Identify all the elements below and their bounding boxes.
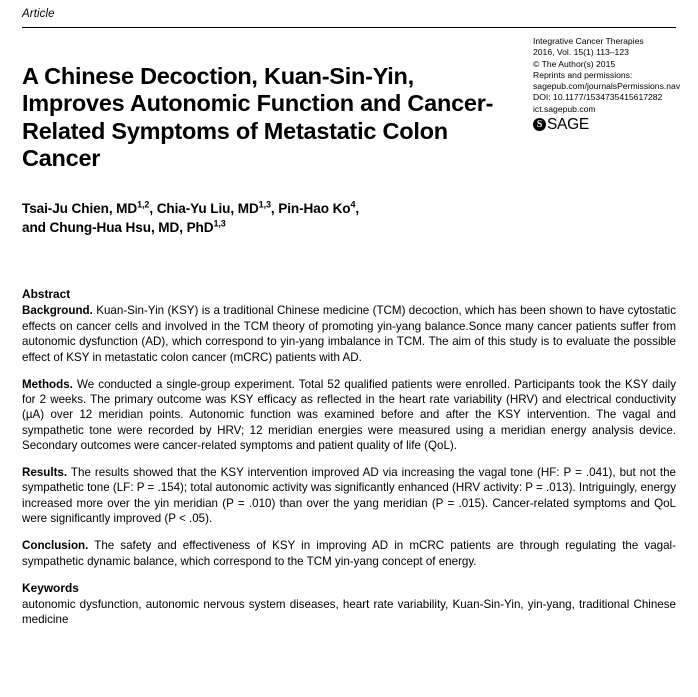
abstract-results-paragraph bbox=[22, 465, 676, 527]
abstract-heading: Abstract bbox=[22, 287, 71, 301]
keywords-text: autonomic dysfunction, autonomic nervous system diseases, heart rate variability, Kuan-Sin-Yin, yin-yang, traditional Chinese medicine bbox=[22, 597, 676, 627]
author-name-4: and Chung-Hua Hsu, MD, PhD bbox=[22, 219, 214, 235]
sage-wordmark: SAGE bbox=[547, 115, 589, 133]
conclusion-text: The safety and effectiveness of KSY in improving AD in mCRC patients are through regulating the vagal-sympathetic dynamic balance, which correspond to the TCM yin-yang concept of energy. bbox=[22, 539, 676, 568]
volume-issue-pages: 2016, Vol. 15(1) 113–123 bbox=[533, 47, 629, 58]
author-affiliation-2: 1,3 bbox=[258, 199, 271, 210]
methods-text: We conducted a single-group experiment. Total 52 qualified patients were enrolled. Participants took the KSY daily for 2 weeks. The primary outcome was KSY efficacy as reflected in the heart rate variability (HRV) and electrical conductivity (µA) over 12 meridian points. Autonomic function was examined before and after the KSY intervention. The vagal and sympathetic tone were recorded by HRV; 12 meridian energies were measured using a meridian energy analysis device. Secondary outcomes were cancer-related symptoms and patient quality of life (QoL). bbox=[22, 377, 676, 453]
abstract-methods-paragraph bbox=[22, 377, 676, 454]
article-title: A Chinese Decoction, Kuan-Sin-Yin, Improves Autonomic Function and Cancer-Related Symptoms of Metastatic Colon Cancer bbox=[22, 62, 494, 172]
header-divider-rule bbox=[22, 27, 676, 28]
author-name-1: Tsai-Ju Chien, MD bbox=[22, 201, 138, 216]
abstract-conclusion-paragraph bbox=[22, 538, 676, 569]
background-text: Kuan-Sin-Yin (KSY) is a traditional Chinese medicine (TCM) decoction, which has been shown to have cytostatic effects on cancer cells and involved in the TCM theory of promoting yin-yang balance.Sonce many cancer patients suffer from autonomic dysfunction (AD), which correspond to yin-yang imbalance in TCM. The aim of this study is to evaluate the possible effect of KSY in metastatic colon cancer (mCRC) patients with AD. bbox=[22, 304, 676, 364]
doi-line[interactable]: DOI: 10.1177/1534735415617282 bbox=[533, 92, 663, 103]
author-affiliation-3: 4 bbox=[350, 199, 356, 210]
abstract-background-paragraph bbox=[22, 303, 676, 365]
reprints-label: Reprints and permissions: bbox=[533, 69, 633, 80]
conclusion-label: Conclusion. bbox=[22, 539, 89, 553]
author-name-2: , Chia-Yu Liu, MD bbox=[149, 201, 259, 216]
abstract-section bbox=[22, 287, 676, 628]
keywords-heading: Keywords bbox=[22, 580, 79, 595]
author-list bbox=[22, 200, 582, 237]
results-text: The results showed that the KSY intervention improved AD via increasing the vagal tone (HF: P = .041), but not the sympathetic tone (LF: P = .154); total autonomic activity was significantly enhanced (HRV activity: P = .013). Intriguingly, energy increased more over the yin meridian (P = .010) than over the yang meridian (P = .015). Cancer-related symptoms and QoL were significantly improved (P < .05). bbox=[22, 466, 676, 526]
sage-circle-icon bbox=[533, 118, 546, 131]
copyright-line: © The Author(s) 2015 bbox=[533, 58, 616, 69]
author-separator: , bbox=[355, 201, 360, 216]
sage-mark-letter: S bbox=[536, 118, 543, 130]
reprints-permissions-link[interactable]: sagepub.com/journalsPermissions.nav bbox=[533, 81, 681, 92]
author-affiliation-4: 1,3 bbox=[213, 217, 226, 228]
background-label: Background. bbox=[22, 304, 93, 318]
author-name-3: , Pin-Hao Ko bbox=[270, 201, 351, 216]
running-head: Article bbox=[22, 8, 55, 20]
author-affiliation-1: 1,2 bbox=[137, 199, 150, 210]
journal-name: Integrative Cancer Therapies bbox=[533, 36, 644, 46]
journal-website-link[interactable]: ict.sagepub.com bbox=[533, 103, 596, 114]
sage-publisher-logo bbox=[533, 115, 693, 133]
journal-metadata-block bbox=[533, 36, 693, 131]
results-label: Results. bbox=[22, 466, 68, 480]
methods-label: Methods. bbox=[22, 377, 73, 391]
